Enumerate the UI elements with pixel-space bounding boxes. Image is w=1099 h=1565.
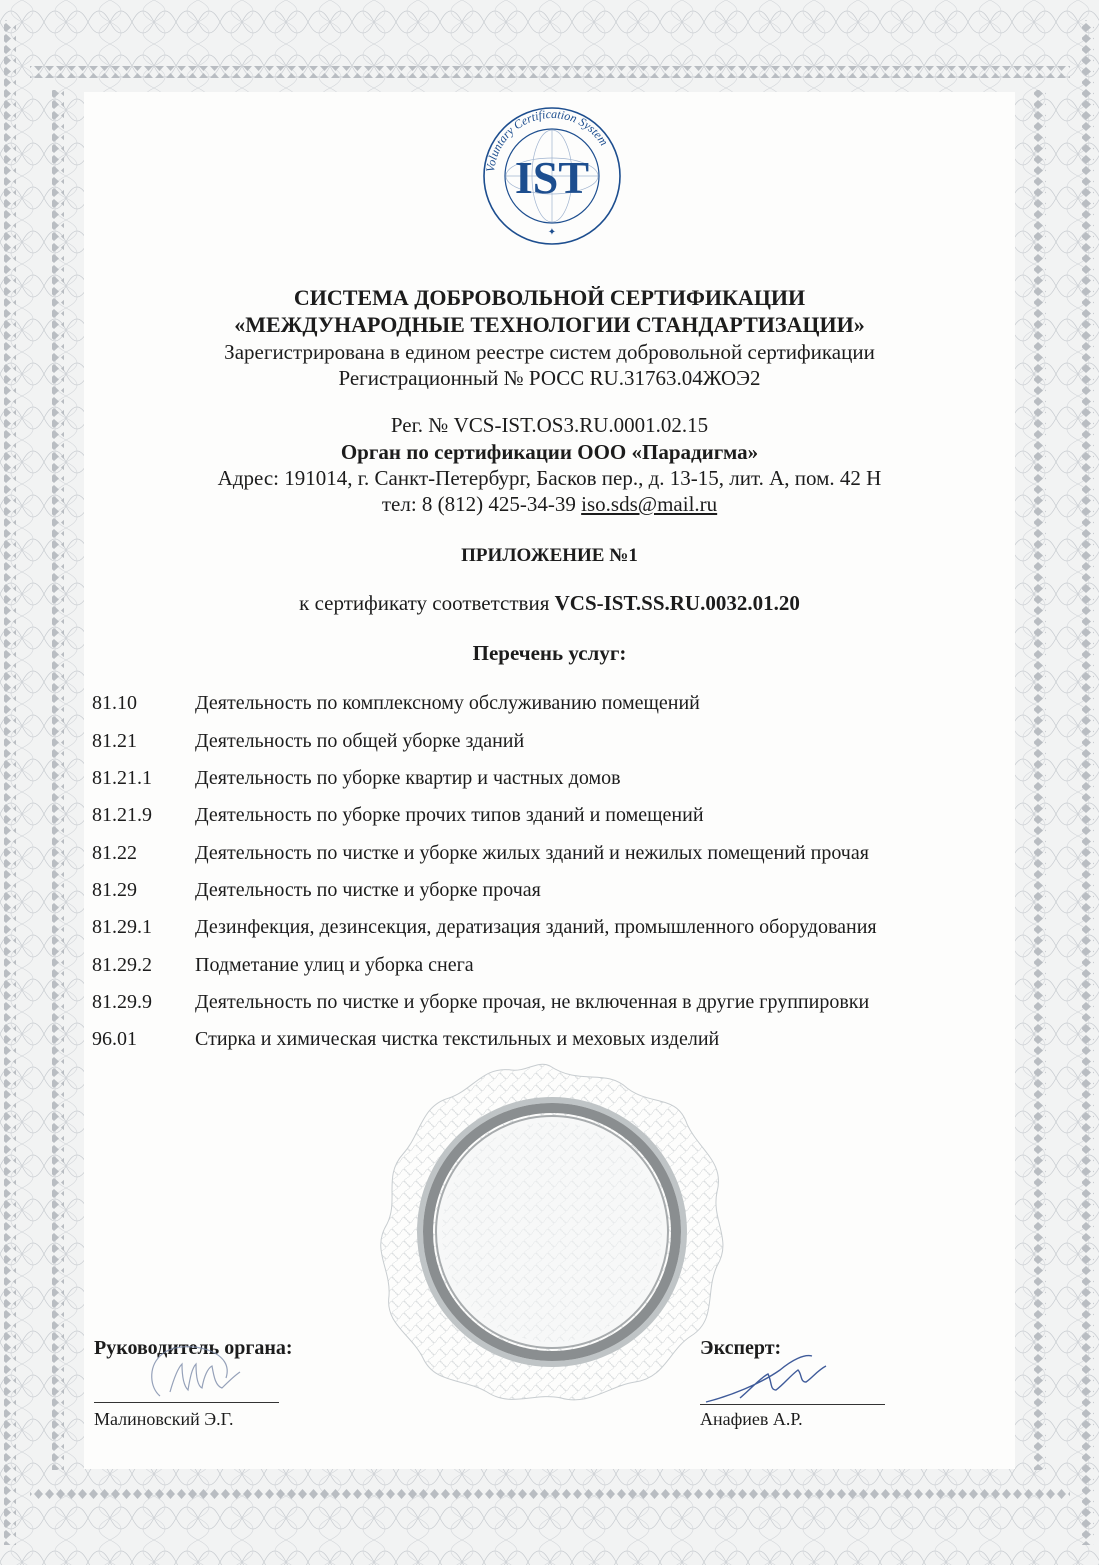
system-name: «МЕЖДУНАРОДНЫЕ ТЕХНОЛОГИИ СТАНДАРТИЗАЦИИ» [234, 312, 865, 337]
head-name: Малиновский Э.Г. [94, 1409, 234, 1429]
ist-logo-icon [482, 103, 622, 249]
service-code: 81.29 [92, 879, 137, 901]
service-code: 81.29.2 [92, 954, 152, 976]
certification-body: Орган по сертификации ООО «Парадигма» [340, 440, 759, 464]
expert-signature-line [700, 1404, 885, 1405]
certificate-number: VCS-IST.SS.RU.0032.01.20 [554, 591, 800, 615]
certificate-reference [0, 591, 1099, 615]
certificate-prefix: к сертификату соответствия [299, 591, 550, 615]
service-text: Деятельность по уборке квартир и частных домов [195, 767, 621, 789]
system-title: СИСТЕМА ДОБРОВОЛЬНОЙ СЕРТИФИКАЦИИ [293, 285, 806, 310]
service-text: Деятельность по чистке и уборке жилых зданий и нежилых помещений прочая [195, 842, 869, 864]
service-text: Дезинфекция, дезинсекция, дератизация зданий, промышленного оборудования [195, 916, 877, 938]
contact-line [0, 492, 1099, 516]
head-signature-label: Руководитель органа: [94, 1337, 293, 1359]
head-signature-icon [130, 1338, 260, 1418]
service-code: 96.01 [92, 1028, 137, 1050]
service-text: Подметание улиц и уборка снега [195, 954, 474, 976]
services-list-title: Перечень услуг: [472, 641, 627, 665]
logo-ring-text: Voluntary Certification System [483, 106, 612, 173]
body-reg-number: Рег. № VCS-IST.OS3.RU.0001.02.15 [390, 413, 709, 437]
service-code: 81.21 [92, 730, 137, 752]
logo-center-text: IST [514, 152, 590, 203]
service-text: Деятельность по чистке и уборке прочая, не включенная в другие группировки [195, 991, 870, 1013]
appendix-title: ПРИЛОЖЕНИЕ №1 [461, 545, 638, 566]
svg-text:✦: ✦ [547, 227, 557, 238]
service-text: Деятельность по комплексному обслуживанию помещений [195, 692, 700, 714]
service-code: 81.22 [92, 842, 137, 864]
service-text: Стирка и химическая чистка текстильных и меховых изделий [195, 1028, 720, 1050]
email-link[interactable]: iso.sds@mail.ru [581, 492, 718, 516]
registry-note: Зарегистрирована в едином реестре систем добровольной сертификации [224, 340, 875, 364]
service-text: Деятельность по общей уборке зданий [195, 730, 525, 752]
phone: тел: 8 (812) 425-34-39 [381, 492, 576, 516]
service-code: 81.21.9 [92, 804, 152, 826]
expert-signature-label: Эксперт: [700, 1337, 782, 1359]
service-code: 81.29.9 [92, 991, 152, 1013]
expert-name: Анафиев А.Р. [700, 1409, 803, 1429]
service-code: 81.10 [92, 692, 137, 714]
head-signature-line [94, 1402, 279, 1403]
service-text: Деятельность по чистке и уборке прочая [195, 879, 541, 901]
address: Адрес: 191014, г. Санкт-Петербург, Басков пер., д. 13-15, лит. А, пом. 42 Н [217, 466, 882, 490]
service-text: Деятельность по уборке прочих типов зданий и помещений [195, 804, 704, 826]
registration-number: Регистрационный № РОСС RU.31763.04ЖОЭ2 [338, 366, 761, 390]
service-code: 81.29.1 [92, 916, 152, 938]
service-code: 81.21.1 [92, 767, 152, 789]
seal-icon [365, 1058, 735, 1408]
